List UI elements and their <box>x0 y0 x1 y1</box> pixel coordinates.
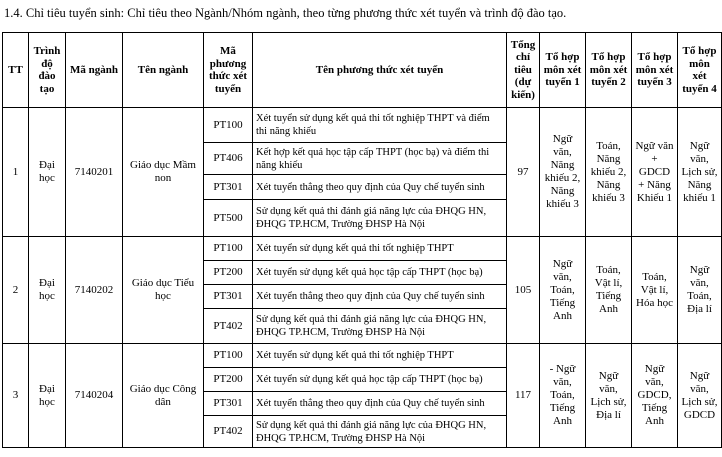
header-combo-2: Tổ hợp môn xét tuyển 2 <box>586 33 632 108</box>
table-row <box>3 344 722 368</box>
method-code: PT500 <box>204 200 253 237</box>
method-name: Sử dụng kết quả thi đánh giá năng lực của ĐHQG HN, ĐHQG TP.HCM, Trường ĐHSP Hà Nội <box>253 416 507 448</box>
method-name: Xét tuyển sử dụng kết quả thi tốt nghiệp THPT <box>253 237 507 261</box>
table-row <box>3 108 722 143</box>
header-tt: TT <box>3 33 29 108</box>
method-name: Sử dụng kết quả thi đánh giá năng lực của ĐHQG HN, ĐHQG TP.HCM, Trường ĐHSP Hà Nội <box>253 309 507 344</box>
header-quota: Tổng chỉ tiêu (dự kiến) <box>507 33 540 108</box>
row-major-code: 7140202 <box>66 237 123 344</box>
row-combo-2: Toán, Vật lí, Tiếng Anh <box>586 237 632 344</box>
admission-quota-table <box>2 32 722 448</box>
row-major-name: Giáo dục Công dân <box>123 344 204 448</box>
row-combo-3: Ngữ văn + GDCD + Năng Khiếu 1 <box>632 108 678 237</box>
row-major-code: 7140204 <box>66 344 123 448</box>
method-code: PT100 <box>204 344 253 368</box>
table-header-row <box>3 33 722 108</box>
method-name: Sử dụng kết quả thi đánh giá năng lực của ĐHQG HN, ĐHQG TP.HCM, Trường ĐHSP Hà Nội <box>253 200 507 237</box>
row-combo-1: Ngữ văn, Toán, Tiếng Anh <box>540 237 586 344</box>
method-code: PT200 <box>204 261 253 285</box>
row-quota: 117 <box>507 344 540 448</box>
header-combo-3: Tổ hợp môn xét tuyển 3 <box>632 33 678 108</box>
row-combo-2: Toán, Năng khiếu 2, Năng khiếu 3 <box>586 108 632 237</box>
method-code: PT301 <box>204 392 253 416</box>
row-tt: 2 <box>3 237 29 344</box>
row-quota: 105 <box>507 237 540 344</box>
table-row <box>3 237 722 261</box>
method-name: Xét tuyển thẳng theo quy định của Quy chế tuyển sinh <box>253 285 507 309</box>
method-code: PT402 <box>204 309 253 344</box>
row-combo-4: Ngữ văn, Lịch sử, GDCD <box>678 344 722 448</box>
method-code: PT406 <box>204 143 253 175</box>
row-level: Đại học <box>29 237 66 344</box>
method-name: Kết hợp kết quả học tập cấp THPT (học bạ) và điểm thi năng khiếu <box>253 143 507 175</box>
row-tt: 1 <box>3 108 29 237</box>
row-major-name: Giáo dục Tiểu học <box>123 237 204 344</box>
header-combo-1: Tổ hợp môn xét tuyển 1 <box>540 33 586 108</box>
row-major-code: 7140201 <box>66 108 123 237</box>
row-combo-4: Ngữ văn, Toán, Địa lí <box>678 237 722 344</box>
method-code: PT100 <box>204 237 253 261</box>
row-combo-1: - Ngữ văn, Toán, Tiếng Anh <box>540 344 586 448</box>
header-combo-4: Tổ hợp môn xét tuyển 4 <box>678 33 722 108</box>
method-name: Xét tuyển thẳng theo quy định của Quy chế tuyển sinh <box>253 392 507 416</box>
row-tt: 3 <box>3 344 29 448</box>
row-combo-3: Toán, Vật lí, Hóa học <box>632 237 678 344</box>
method-name: Xét tuyển sử dụng kết quả học tập cấp THPT (học bạ) <box>253 261 507 285</box>
method-name: Xét tuyển sử dụng kết quả thi tốt nghiệp THPT và điểm thi năng khiếu <box>253 108 507 143</box>
row-level: Đại học <box>29 108 66 237</box>
header-level: Trình độ đào tạo <box>29 33 66 108</box>
section-heading: 1.4. Chỉ tiêu tuyển sinh: Chỉ tiêu theo Ngành/Nhóm ngành, theo từng phương thức xét tuyển và trình độ đào tạo. <box>4 6 567 20</box>
header-major-name: Tên ngành <box>123 33 204 108</box>
row-combo-2: Ngữ văn, Lịch sử, Địa lí <box>586 344 632 448</box>
row-level: Đại học <box>29 344 66 448</box>
header-major-code: Mã ngành <box>66 33 123 108</box>
method-code: PT200 <box>204 368 253 392</box>
row-major-name: Giáo dục Mầm non <box>123 108 204 237</box>
method-name: Xét tuyển thẳng theo quy định của Quy chế tuyển sinh <box>253 175 507 200</box>
method-code: PT100 <box>204 108 253 143</box>
row-combo-1: Ngữ văn, Năng khiếu 2, Năng khiếu 3 <box>540 108 586 237</box>
row-quota: 97 <box>507 108 540 237</box>
method-name: Xét tuyển sử dụng kết quả thi tốt nghiệp THPT <box>253 344 507 368</box>
row-combo-4: Ngữ văn, Lịch sử, Năng khiếu 1 <box>678 108 722 237</box>
method-code: PT301 <box>204 285 253 309</box>
row-combo-3: Ngữ văn, GDCD, Tiếng Anh <box>632 344 678 448</box>
method-name: Xét tuyển sử dụng kết quả học tập cấp THPT (học bạ) <box>253 368 507 392</box>
header-method-code: Mã phương thức xét tuyển <box>204 33 253 108</box>
header-method-name: Tên phương thức xét tuyển <box>253 33 507 108</box>
method-code: PT301 <box>204 175 253 200</box>
method-code: PT402 <box>204 416 253 448</box>
